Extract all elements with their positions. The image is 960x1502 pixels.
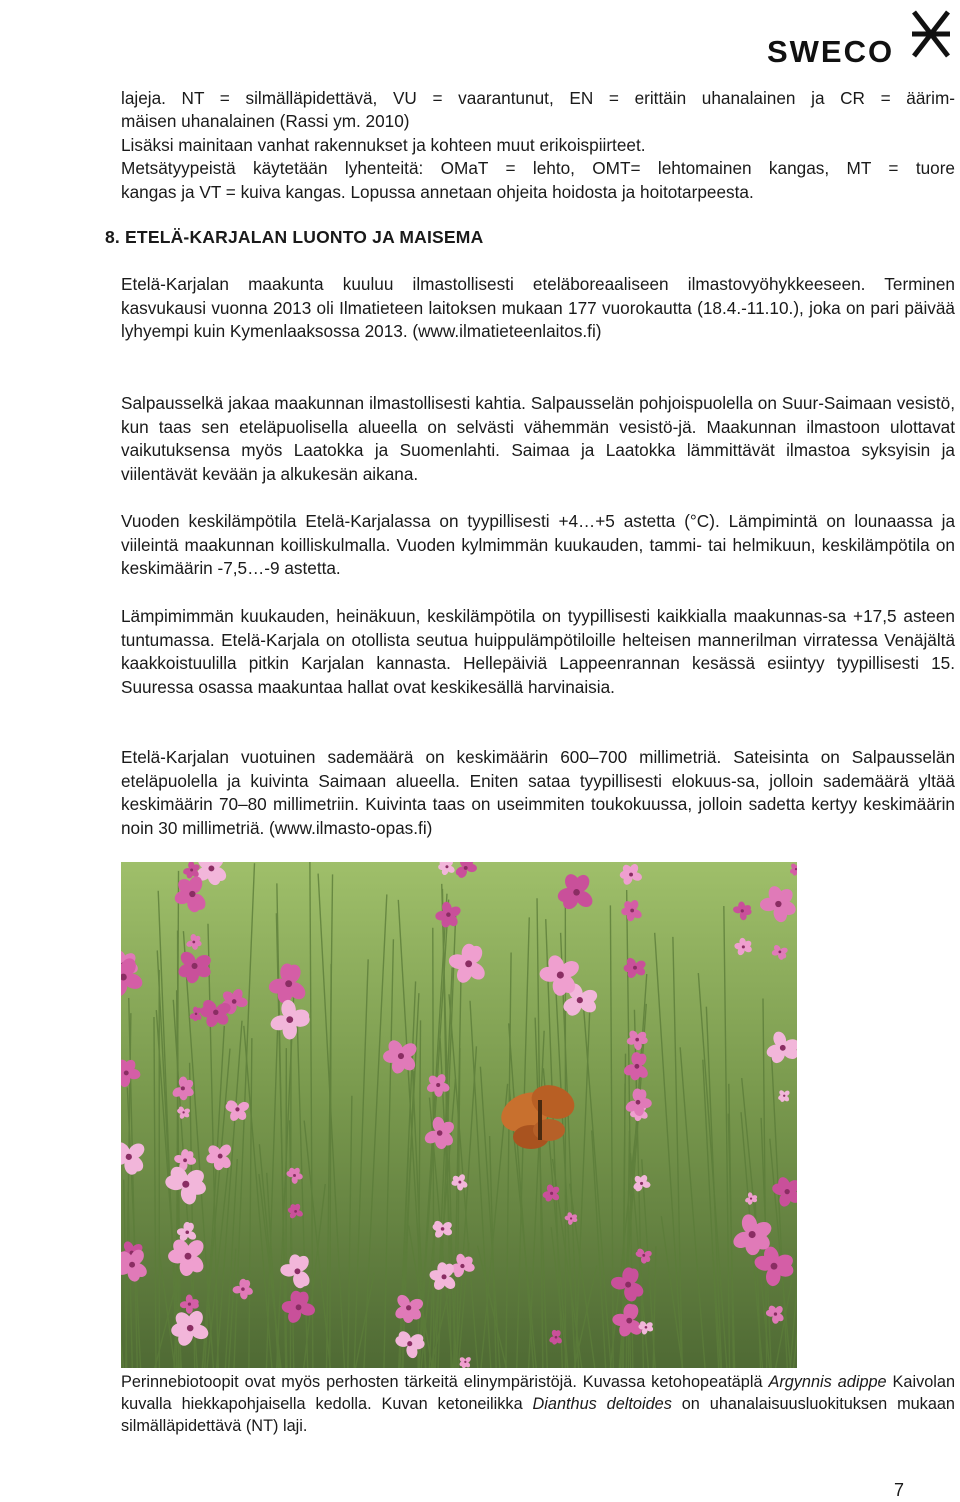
caption-text: Perinnebiotoopit ovat myös perhosten tärkeitä elinympäristöjä. Kuvassa ketohopeatäplä [121,1373,769,1391]
photo-caption [121,1371,955,1437]
intro-block [121,87,955,204]
paragraph: Lämpimimmän kuukauden, heinäkuun, keskilämpötila on tyypillisesti kaikkialla maakunnas-sa +17,5 asteen tuntumassa. Etelä-Karjala on otollista seutua huippulämpötiloille helteisen mannerilman virratessa Venäjältä kaakkoistuulilla pitkin Karjalan kannasta. Hellepäiviä Lappeenrannan kesässä esiintyy tyypillisesti 15. Suuressa osassa maakuntaa hallat ovat keskikesällä harvinaisia. [121,606,955,697]
page-number: 7 [893,1480,904,1500]
section-body [121,392,955,486]
intro-line: Lisäksi mainitaan vanhat rakennukset ja kohteen muut erikoispiirteet. [121,134,646,155]
section-heading: 8. ETELÄ-KARJALAN LUONTO JA MAISEMA [105,227,484,247]
paragraph: Etelä-Karjalan vuotuinen sademäärä on keskimäärin 600–700 millimetriä. Sateisinta on Salpausselän eteläpuolella ja kuivinta Saimaan alueella. Eniten sataa tyypillisesti elokuus-sa, jolloin sademäärä yltää keskimäärin 70–80 millimetriin. Kuivinta taas on useimmiten toukokuussa, jolloin sadetta kertyy keskimäärin noin 30 millimetriä. (www.ilmasto-opas.fi) [121,747,955,838]
intro-line: kangas ja VT = kuiva kangas. Lopussa annetaan ohjeita hoidosta ja hoitotarpeesta. [121,181,754,202]
paragraph: Etelä-Karjalan maakunta kuuluu ilmastollisesti eteläboreaaliseen ilmastovyöhykkeeseen. Terminen kasvukausi vuonna 2013 oli Ilmatieteen laitoksen mukaan 177 vuorokautta (18.4.-11.10.), joka on pari päivää lyhyempi kuin Kymenlaaksossa 2013. (www.ilmatieteenlaitos.fi) [121,274,955,342]
meadow-photo-image [121,862,797,1368]
section-body [121,746,955,840]
intro-line: lajeja. NT = silmälläpidettävä, VU = vaarantunut, EN = erittäin uhanalainen ja CR = äärim- [121,88,955,108]
caption-text: on uhanalaisuusluokituksen mukaan silmälläpidettävä (NT) laji. [121,1395,955,1435]
meadow-photo [121,862,797,1368]
section-body [121,605,955,699]
section-body [121,273,955,344]
paragraph: Salpausselkä jakaa maakunnan ilmastollisesti kahtia. Salpausselän pohjoispuolella on Suur-Saimaan vesistö, kun taas sen eteläpuolisella alueella on selvästi vähemmän vesistö-jä. Maakunnan ilmastoon ulottavat vaikutuksensa myös Laatokka ja Suomenlahti. Saimaa ja Laatokka lämmittävät ilmastoa syksyisin ja viilentävät kevään ja alkukesän aikana. [121,393,955,484]
logo-text: SWECO [767,34,895,69]
sweco-logo [767,6,952,68]
sweco-logo-icon [910,6,952,62]
paragraph: Vuoden keskilämpötila Etelä-Karjalassa on tyypillisesti +4…+5 astetta (°C). Lämpimintä on lounaassa ja viileintä maakunnan koilliskulmalla. Vuoden kylmimmän kuukauden, tammi- tai helmikuun, keskilämpötila on keskimäärin -7,5…-9 astetta. [121,511,955,579]
caption-text: Kaivolan kuvalla hiekkapohjaisella kedolla. Kuvan ketoneilikka [121,1373,956,1413]
caption-species: Argynnis adippe [768,1373,887,1391]
caption-species: Dianthus deltoides [532,1395,672,1413]
intro-line: Metsätyypeistä käytetään lyhenteitä: OMaT = lehto, OMT= lehtomainen kangas, MT = tuore [121,158,955,179]
intro-line: mäisen uhanalainen (Rassi ym. 2010) [121,111,410,132]
section-body [121,510,955,581]
